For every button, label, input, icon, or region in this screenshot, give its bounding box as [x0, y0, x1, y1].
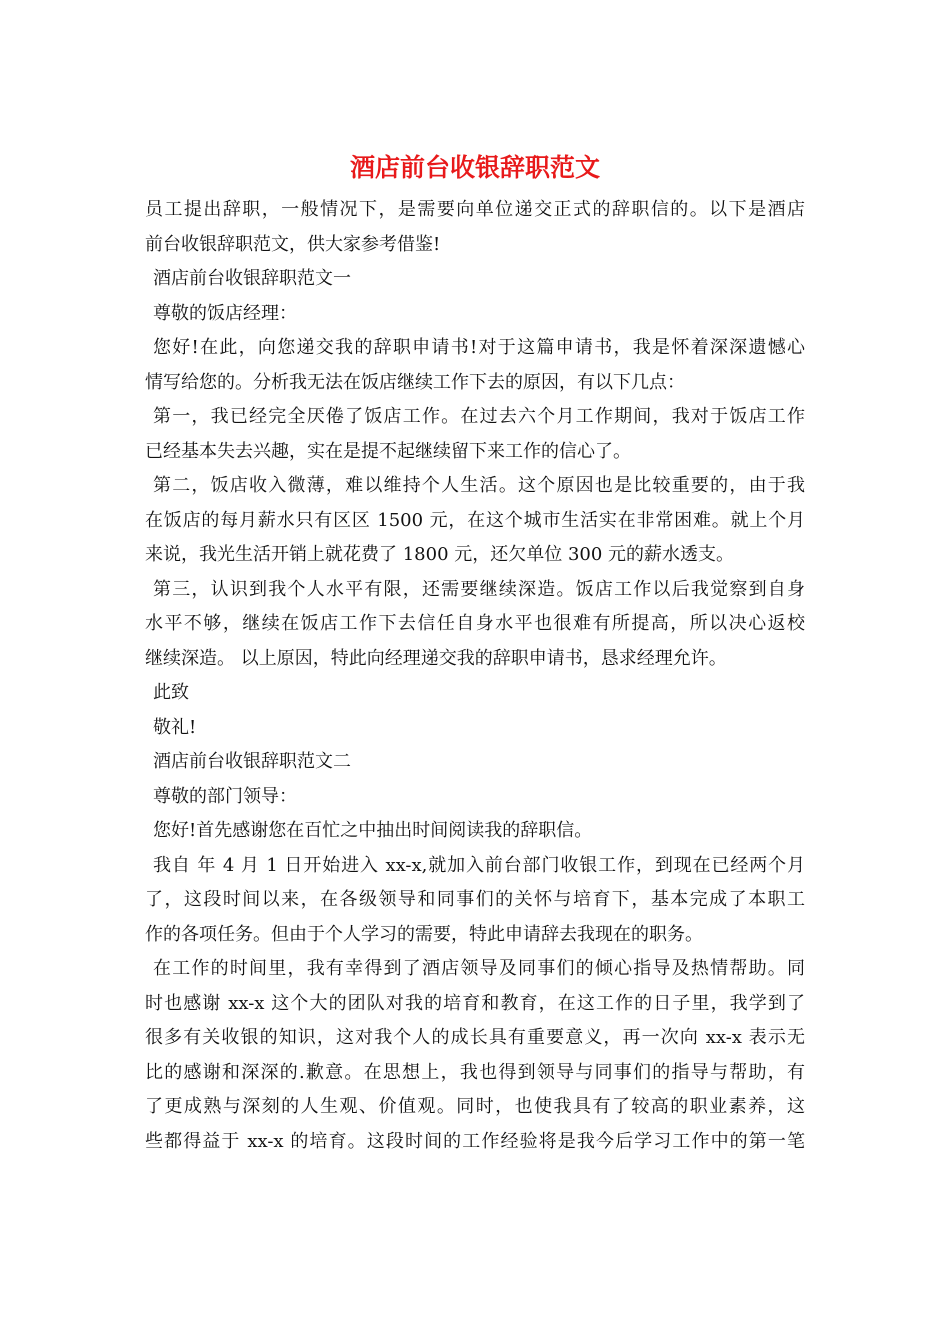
paragraph-line: 您好!首先感谢您在百忙之中抽出时间阅读我的辞职信。 — [153, 820, 593, 841]
paragraph-line: 第三，认识到我个人水平有限，还需要继续深造。饭店工作以后我觉察到自身 — [153, 578, 805, 600]
paragraph-line: 第二，饭店收入微薄，难以维持个人生活。这个原因也是比较重要的，由于我 — [153, 475, 805, 496]
salutation: 尊敬的饭店经理： — [153, 302, 297, 324]
section-heading: 酒店前台收银辞职范文一 — [153, 268, 351, 289]
paragraph-line: 在饭店的每月薪水只有区区 1500 元，在这个城市生活实在非常困难。就上个月 — [145, 509, 805, 531]
paragraph-line: 很多有关收银的知识，这对我个人的成长具有重要意义，再一次向 xx-x 表示无 — [145, 1027, 805, 1048]
paragraph-line: 水平不够，继续在饭店工作下去信任自身水平也很难有所提高，所以决心返校 — [145, 613, 805, 634]
closing-line: 敬礼! — [153, 716, 197, 738]
paragraph-line: 在工作的时间里，我有幸得到了酒店领导及同事们的倾心指导及热情帮助。同 — [153, 958, 805, 979]
document-title: 酒店前台收银辞职范文 — [349, 153, 600, 182]
paragraph-line: 了更成熟与深刻的人生观、价值观。同时，也使我具有了较高的职业素养，这 — [145, 1096, 805, 1117]
paragraph-line: 了，这段时间以来，在各级领导和同事们的关怀与培育下，基本完成了本职工 — [145, 889, 805, 910]
paragraph-line: 您好!在此，向您递交我的辞职申请书!对于这篇申请书，我是怀着深深遗憾心 — [153, 337, 805, 358]
paragraph-line: 我自 年 4 月 1 日开始进入 xx-x,就加入前台部门收银工作，到现在已经两个月 — [153, 854, 805, 876]
salutation: 尊敬的部门领导： — [153, 785, 297, 807]
paragraph-line: 比的感谢和深深的.歉意。在思想上，我也得到领导与同事们的指导与帮助，有 — [145, 1061, 805, 1083]
closing-line: 此致 — [153, 682, 189, 703]
paragraph-line: 情写给您的。分析我无法在饭店继续工作下去的原因，有以下几点： — [145, 371, 685, 393]
paragraph-line: 已经基本失去兴趣，实在是提不起继续留下来工作的信心了。 — [145, 440, 631, 462]
paragraph-line: 来说，我光生活开销上就花费了 1800 元，还欠单位 300 元的薪水透支。 — [145, 544, 735, 565]
paragraph-line: 员工提出辞职，一般情况下，是需要向单位递交正式的辞职信的。以下是酒店 — [145, 199, 805, 220]
paragraph-line: 些都得益于 xx-x 的培育。这段时间的工作经验将是我今后学习工作中的第一笔 — [145, 1130, 805, 1152]
section-heading: 酒店前台收银辞职范文二 — [153, 751, 351, 772]
document-body — [145, 193, 805, 1159]
paragraph-line: 第一，我已经完全厌倦了饭店工作。在过去六个月工作期间，我对于饭店工作 — [153, 406, 805, 427]
paragraph-line: 时也感谢 xx-x 这个大的团队对我的培育和教育，在这工作的日子里，我学到了 — [145, 992, 805, 1014]
paragraph-line: 继续深造。 以上原因，特此向经理递交我的辞职申请书，恳求经理允许。 — [145, 647, 727, 669]
paragraph-line: 作的各项任务。但由于个人学习的需要，特此申请辞去我现在的职务。 — [145, 923, 703, 945]
paragraph-line: 前台收银辞职范文，供大家参考借鉴! — [145, 233, 441, 255]
